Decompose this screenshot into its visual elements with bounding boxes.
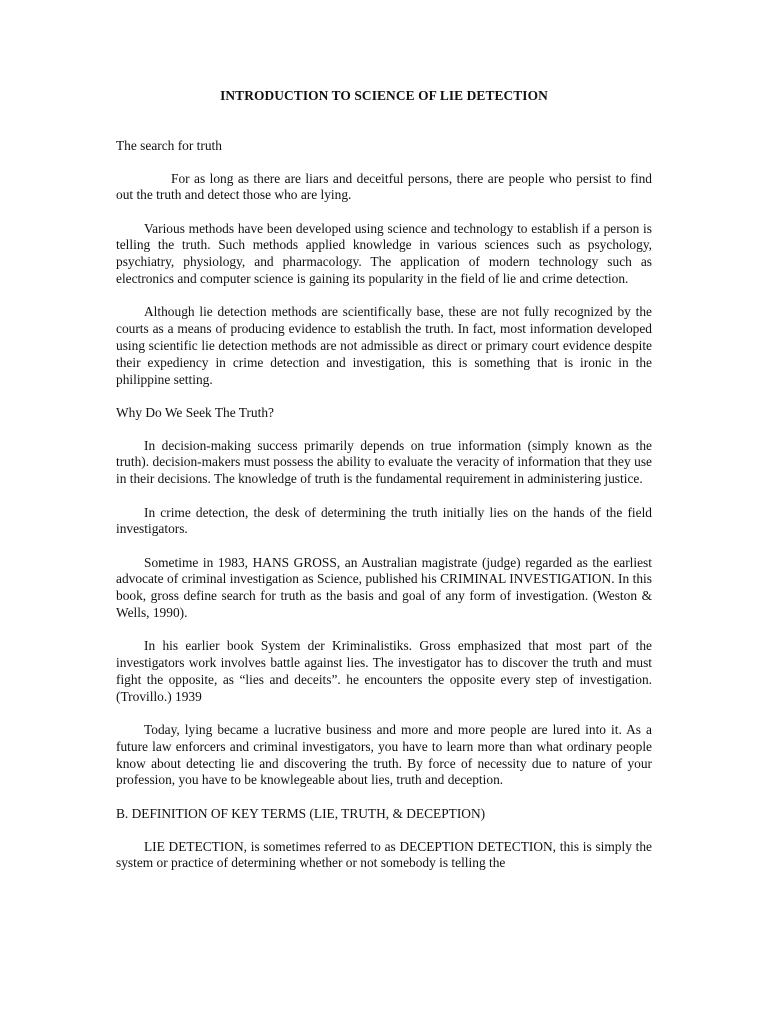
section-heading-search-for-truth: The search for truth (116, 137, 222, 153)
paragraph-courts: Although lie detection methods are scientifically base, these are not fully recognized by the courts as a means of producing evidence to establish the truth. In fact, most information developed using scientific lie detection methods are not admissible as direct or primary court evidence despite their expediency in crime detection and investigation, this is something that is ironic in the philippine setting. (116, 304, 652, 387)
section-heading-definition-key-terms: B. DEFINITION OF KEY TERMS (LIE, TRUTH, & DECEPTION) (116, 805, 486, 821)
paragraph-methods: Various methods have been developed using science and technology to establish if a person is telling the truth. Such methods applied knowledge in various sciences such as psychology, psychiatry, physiology, and pharmacology. The application of modern technology such as electronics and computer science is gaining its popularity in the field of lie and crime detection. (116, 220, 652, 287)
section-heading-why-seek-truth: Why Do We Seek The Truth? (116, 404, 274, 420)
paragraph-lie-detection: LIE DETECTION, is sometimes referred to as DECEPTION DETECTION, this is simply the system or practice of determining whether or not somebody is telling the (116, 838, 652, 871)
document-body (116, 88, 652, 872)
paragraph-system-der-kriminalistiks: In his earlier book System der Kriminalistiks. Gross emphasized that most part of the investigators work involves battle against lies. The investigator has to discover the truth and must fight the opposite, as “lies and deceits”. he encounters the opposite every step of investigation. (Trovillo.) 1939 (116, 638, 652, 704)
paragraph-liars: For as long as there are liars and deceitful persons, there are people who persist to find out the truth and detect those who are lying. (116, 170, 652, 203)
paragraph-lying-business: Today, lying became a lucrative business and more and more people are lured into it. As a future law enforcers and criminal investigators, you have to learn more than what ordinary people know about detecting lie and discovering the truth. By force of necessity due to nature of your profession, you have to be knowlegeable about lies, truth and deception. (116, 722, 652, 788)
document-title: INTRODUCTION TO SCIENCE OF LIE DETECTION (220, 88, 548, 103)
paragraph-decision-making: In decision-making success primarily depends on true information (simply known as the truth). decision-makers must possess the ability to evaluate the veracity of information that they use in their decisions. The knowledge of truth is the fundamental requirement in administering justice. (116, 437, 652, 487)
paragraph-crime-detection: In crime detection, the desk of determining the truth initially lies on the hands of the field investigators. (116, 504, 652, 537)
paragraph-hans-gross: Sometime in 1983, HANS GROSS, an Australian magistrate (judge) regarded as the earliest advocate of criminal investigation as Science, published his CRIMINAL INVESTIGATION. In this book, gross define search for truth as the basis and goal of any form of investigation. (Weston & Wells, 1990). (116, 554, 652, 621)
